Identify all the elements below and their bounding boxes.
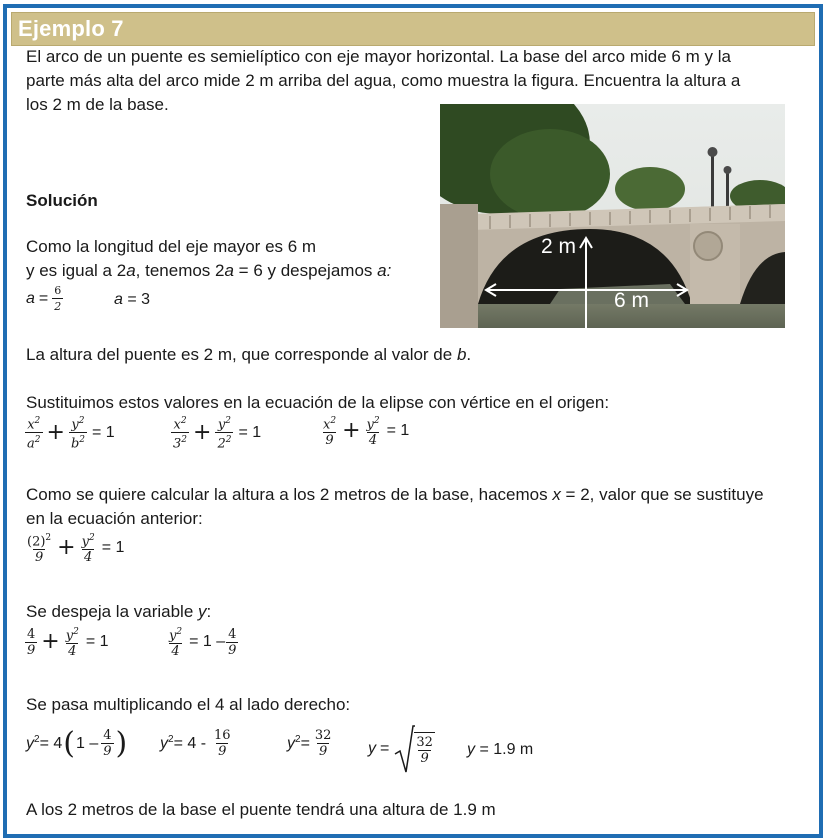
paragraph-1-line-2: y es igual a 2a, tenemos 2a = 6 y despejamos a:	[26, 261, 392, 280]
paragraph-1-line-1: Como la longitud del eje mayor es 6 m	[26, 237, 317, 256]
problem-line-2: parte más alta del arco mide 2 m arriba del agua, como muestra la figura. Encuentra la altura a	[26, 71, 741, 90]
equation-y-final: y = 1.9 m	[467, 741, 534, 758]
ellipse-equation-general: $\frac{x^2}{a^2}$ + $\frac{y^2}{b^2}$ = 1	[27, 416, 115, 452]
paragraph-4-line-2: en la ecuación anterior:	[26, 509, 203, 528]
figure-height-label: 2 m	[541, 235, 577, 258]
equation-a: a = $\frac{6}{2}$	[26, 284, 62, 313]
paragraph-5: Se despeja la variable y:	[26, 602, 212, 621]
title-bar	[11, 12, 815, 46]
equation-x-substituted: $\frac{(2)^2}{9}$ + $\frac{y^2}{4}$ = 1	[27, 533, 125, 566]
figure-base-label: 6 m	[614, 289, 650, 312]
problem-line-3: los 2 m de la base.	[26, 95, 169, 114]
sqrt-icon	[393, 724, 415, 774]
bridge-photo	[440, 104, 785, 328]
paragraph-6: Se pasa multiplicando el 4 al lado derecho:	[26, 695, 351, 714]
equation-y2-result: y $^2$ = $\frac{32}{9}$	[287, 728, 332, 759]
ellipse-equation-substituted: $\frac{x^2}{3^2}$ + $\frac{y^2}{2^2}$ = 1	[173, 416, 262, 452]
conclusion: A los 2 metros de la base el puente tendrá una altura de 1.9 m	[26, 800, 496, 819]
paragraph-4-line-1: Como se quiere calcular la altura a los 2 metros de la base, hacemos x = 2, valor que se sustituye	[26, 485, 764, 504]
ellipse-equation-simplified: $\frac{x^2}{9}$ + $\frac{y^2}{4}$ = 1	[323, 416, 410, 449]
equation-y2-factored: y $^2$ = 4 ( 1 – $\frac{4}{9}$ )	[26, 725, 128, 761]
equation-a-result: a = 3	[114, 291, 151, 308]
equation-fractions: $\frac{4}{9}$ + $\frac{y^2}{4}$ = 1	[27, 626, 109, 660]
paragraph-3: Sustituimos estos valores en la ecuación de la elipse con vértice en el origen:	[26, 393, 610, 412]
problem-line-1: El arco de un puente es semielíptico con eje mayor horizontal. La base del arco mide 6 m y la	[26, 47, 731, 66]
example-title: Ejemplo 7	[18, 16, 124, 41]
equation-isolate-y: $\frac{y^2}{4}$ = 1 – $\frac{4}{9}$	[169, 626, 237, 660]
equation-y2-expanded: y $^2$ = 4 - $\frac{16}{9}$	[160, 728, 231, 759]
paragraph-2: La altura del puente es 2 m, que corresponde al valor de b.	[26, 345, 472, 364]
solution-heading: Solución	[26, 191, 98, 210]
equation-y-sqrt: y = $\frac{32}{9}$	[368, 724, 436, 774]
